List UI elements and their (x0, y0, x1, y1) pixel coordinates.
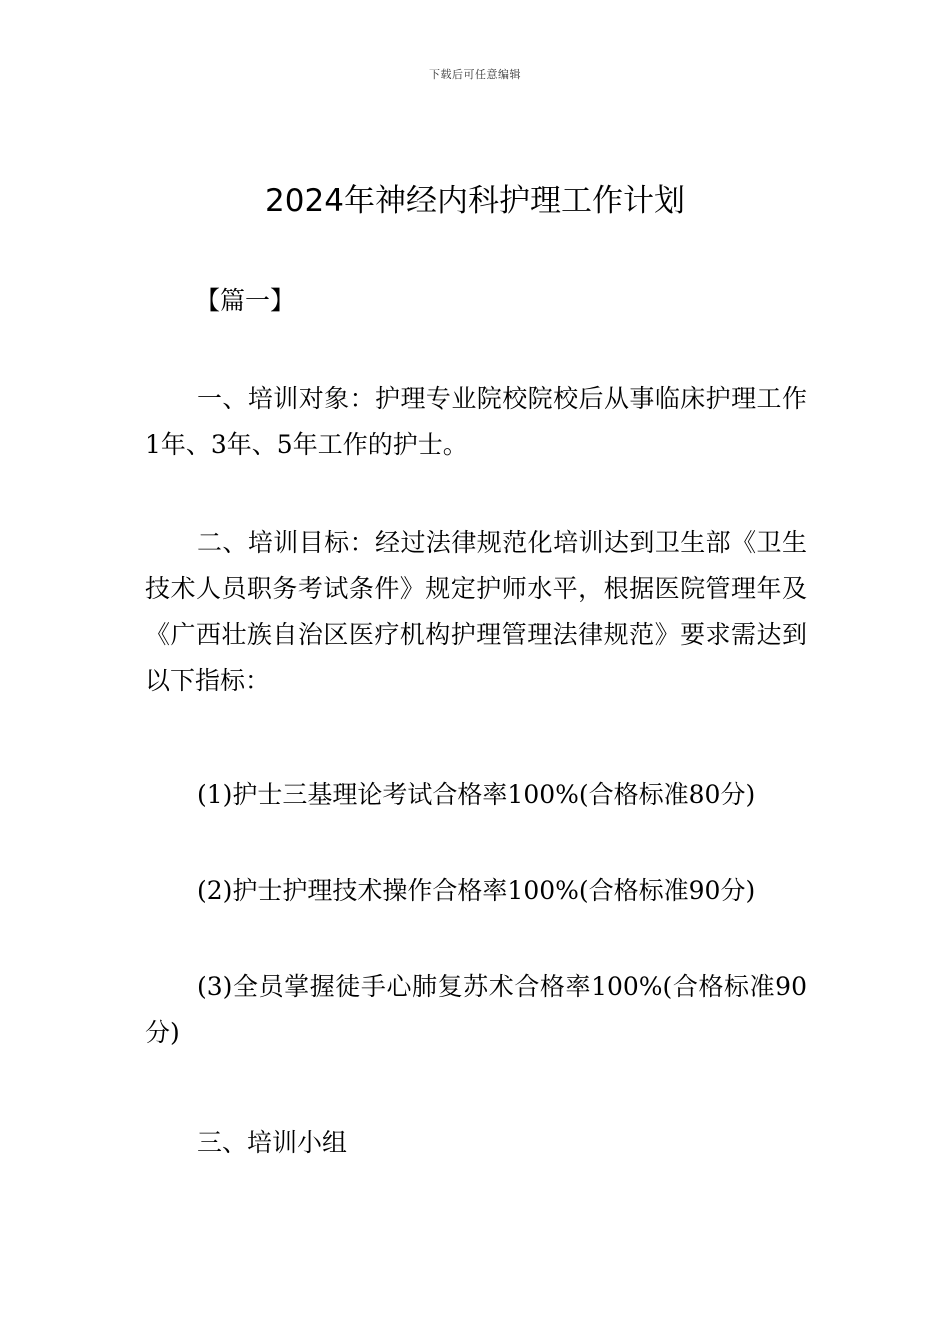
paragraph-indicator-3: (3)全员掌握徒手心肺复苏术合格率100%(合格标准90分) (145, 972, 807, 1047)
document-title: 2024年神经内科护理工作计划 (265, 183, 685, 219)
paragraph-indicator-2: (2)护士护理技术操作合格率100%(合格标准90分) (197, 876, 756, 905)
section-mark: 【篇一】 (195, 286, 296, 315)
header-note: 下载后可任意编辑 (429, 68, 521, 81)
paragraph-training-group: 三、培训小组 (197, 1128, 348, 1157)
paragraph-training-goal: 二、培训目标：经过法律规范化培训达到卫生部《卫生技术人员职务考试条件》规定护师水平，根据医院管理年及《广西壮族自治区医疗机构护理管理法律规范》要求需达到以下指标： (145, 528, 807, 695)
paragraph-training-target: 一、培训对象：护理专业院校院校后从事临床护理工作1年、3年、5年工作的护士。 (145, 384, 807, 459)
paragraph-indicator-1: (1)护士三基理论考试合格率100%(合格标准80分) (197, 780, 756, 809)
